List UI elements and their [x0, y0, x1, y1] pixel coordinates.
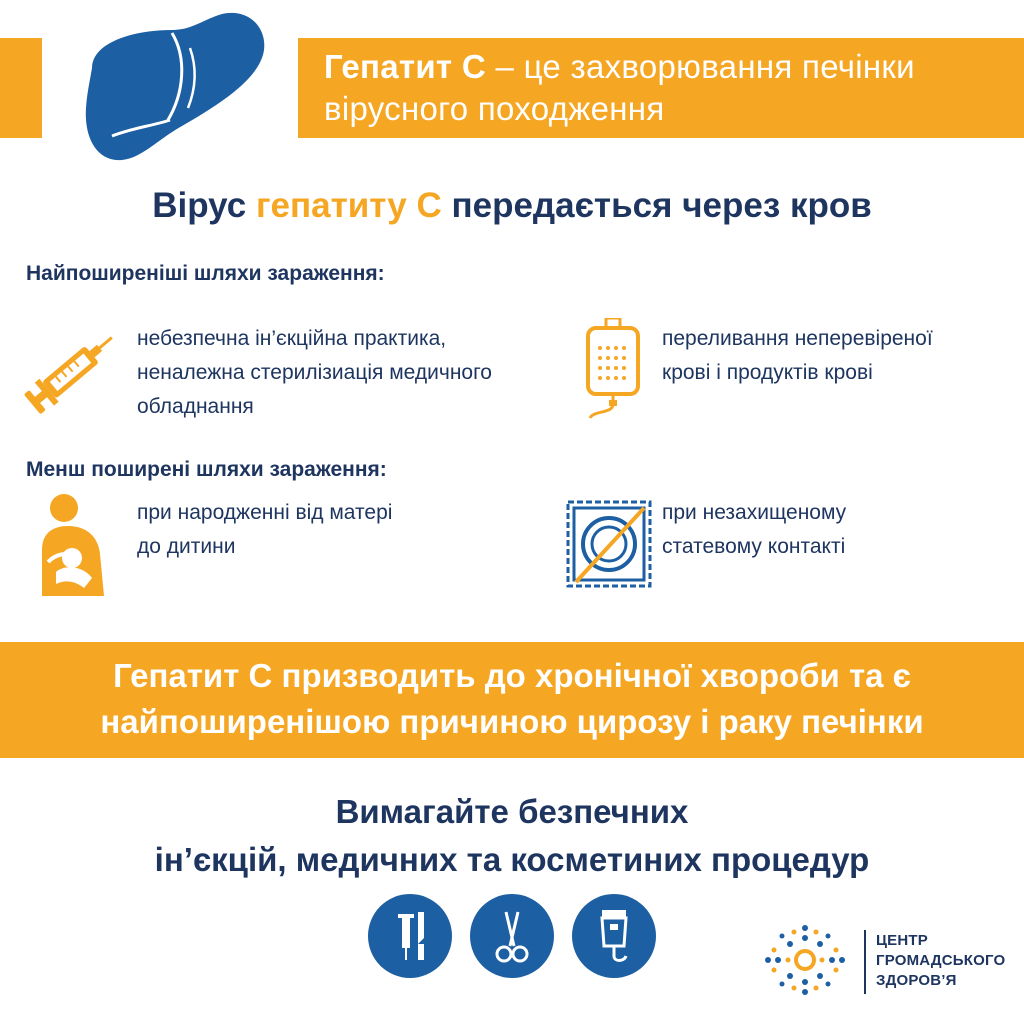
common-routes-title: Найпоширеніші шляхи зараження: [26, 262, 385, 285]
logo-line1: ЦЕНТР [876, 932, 928, 949]
route-text-transfusion [662, 322, 1012, 390]
cta-line1: Вимагайте безпечних [335, 793, 689, 830]
text-line: статевому контакті [662, 535, 846, 558]
route-text-injection [137, 322, 577, 424]
warning-banner [0, 642, 1024, 758]
clipper-icon [572, 894, 656, 978]
blood-bag-icon [582, 318, 644, 422]
mother-child-icon [34, 492, 110, 596]
subtitle-part1: Вірус [152, 186, 256, 225]
cta-line2: ін’єкцій, медичних та косметиних процедур [154, 841, 870, 878]
header-title-rest: – це захворювання печінки [485, 48, 915, 85]
header-title-line2: вірусного походження [324, 90, 665, 127]
warning-line1: Гепатит С призводить до хронічної хвороби та є [113, 657, 911, 694]
text-line: неналежна стерилізиація медичного [137, 361, 492, 384]
public-health-center-logo-icon [760, 922, 850, 998]
header-title-bold: Гепатит С [324, 48, 486, 85]
header-banner [298, 38, 1024, 138]
logo-divider [864, 930, 866, 994]
route-text-sexual [662, 496, 1012, 564]
warning-line2: найпоширенішою причиною цирозу і раку печінки [100, 703, 924, 740]
text-line: при незахищеному [662, 501, 847, 524]
left-accent-strip [0, 38, 42, 138]
subtitle-highlight: гепатиту С [255, 186, 442, 225]
route-text-birth [137, 496, 497, 564]
less-common-routes-title: Менш поширені шляхи зараження: [26, 458, 387, 481]
logo-line2: ГРОМАДСЬКОГО [876, 952, 1006, 969]
text-line: до дитини [137, 535, 236, 558]
text-line: крові і продуктів крові [662, 361, 873, 384]
condom-icon [566, 500, 652, 588]
text-line: обладнання [137, 395, 254, 418]
call-to-action [0, 788, 1024, 884]
syringe-scalpel-icon [368, 894, 452, 978]
text-line: переливання неперевіреної [662, 327, 933, 350]
logo-text [876, 931, 1005, 991]
logo-line3: ЗДОРОВ’Я [876, 972, 957, 989]
subtitle [0, 186, 1024, 226]
text-line: небезпечна ін’єкційна практика, [137, 327, 447, 350]
syringe-icon [20, 322, 124, 420]
subtitle-part2: передається через кров [441, 186, 872, 225]
text-line: при народженні від матері [137, 501, 393, 524]
scissors-clamp-icon [470, 894, 554, 978]
liver-icon [72, 8, 272, 163]
